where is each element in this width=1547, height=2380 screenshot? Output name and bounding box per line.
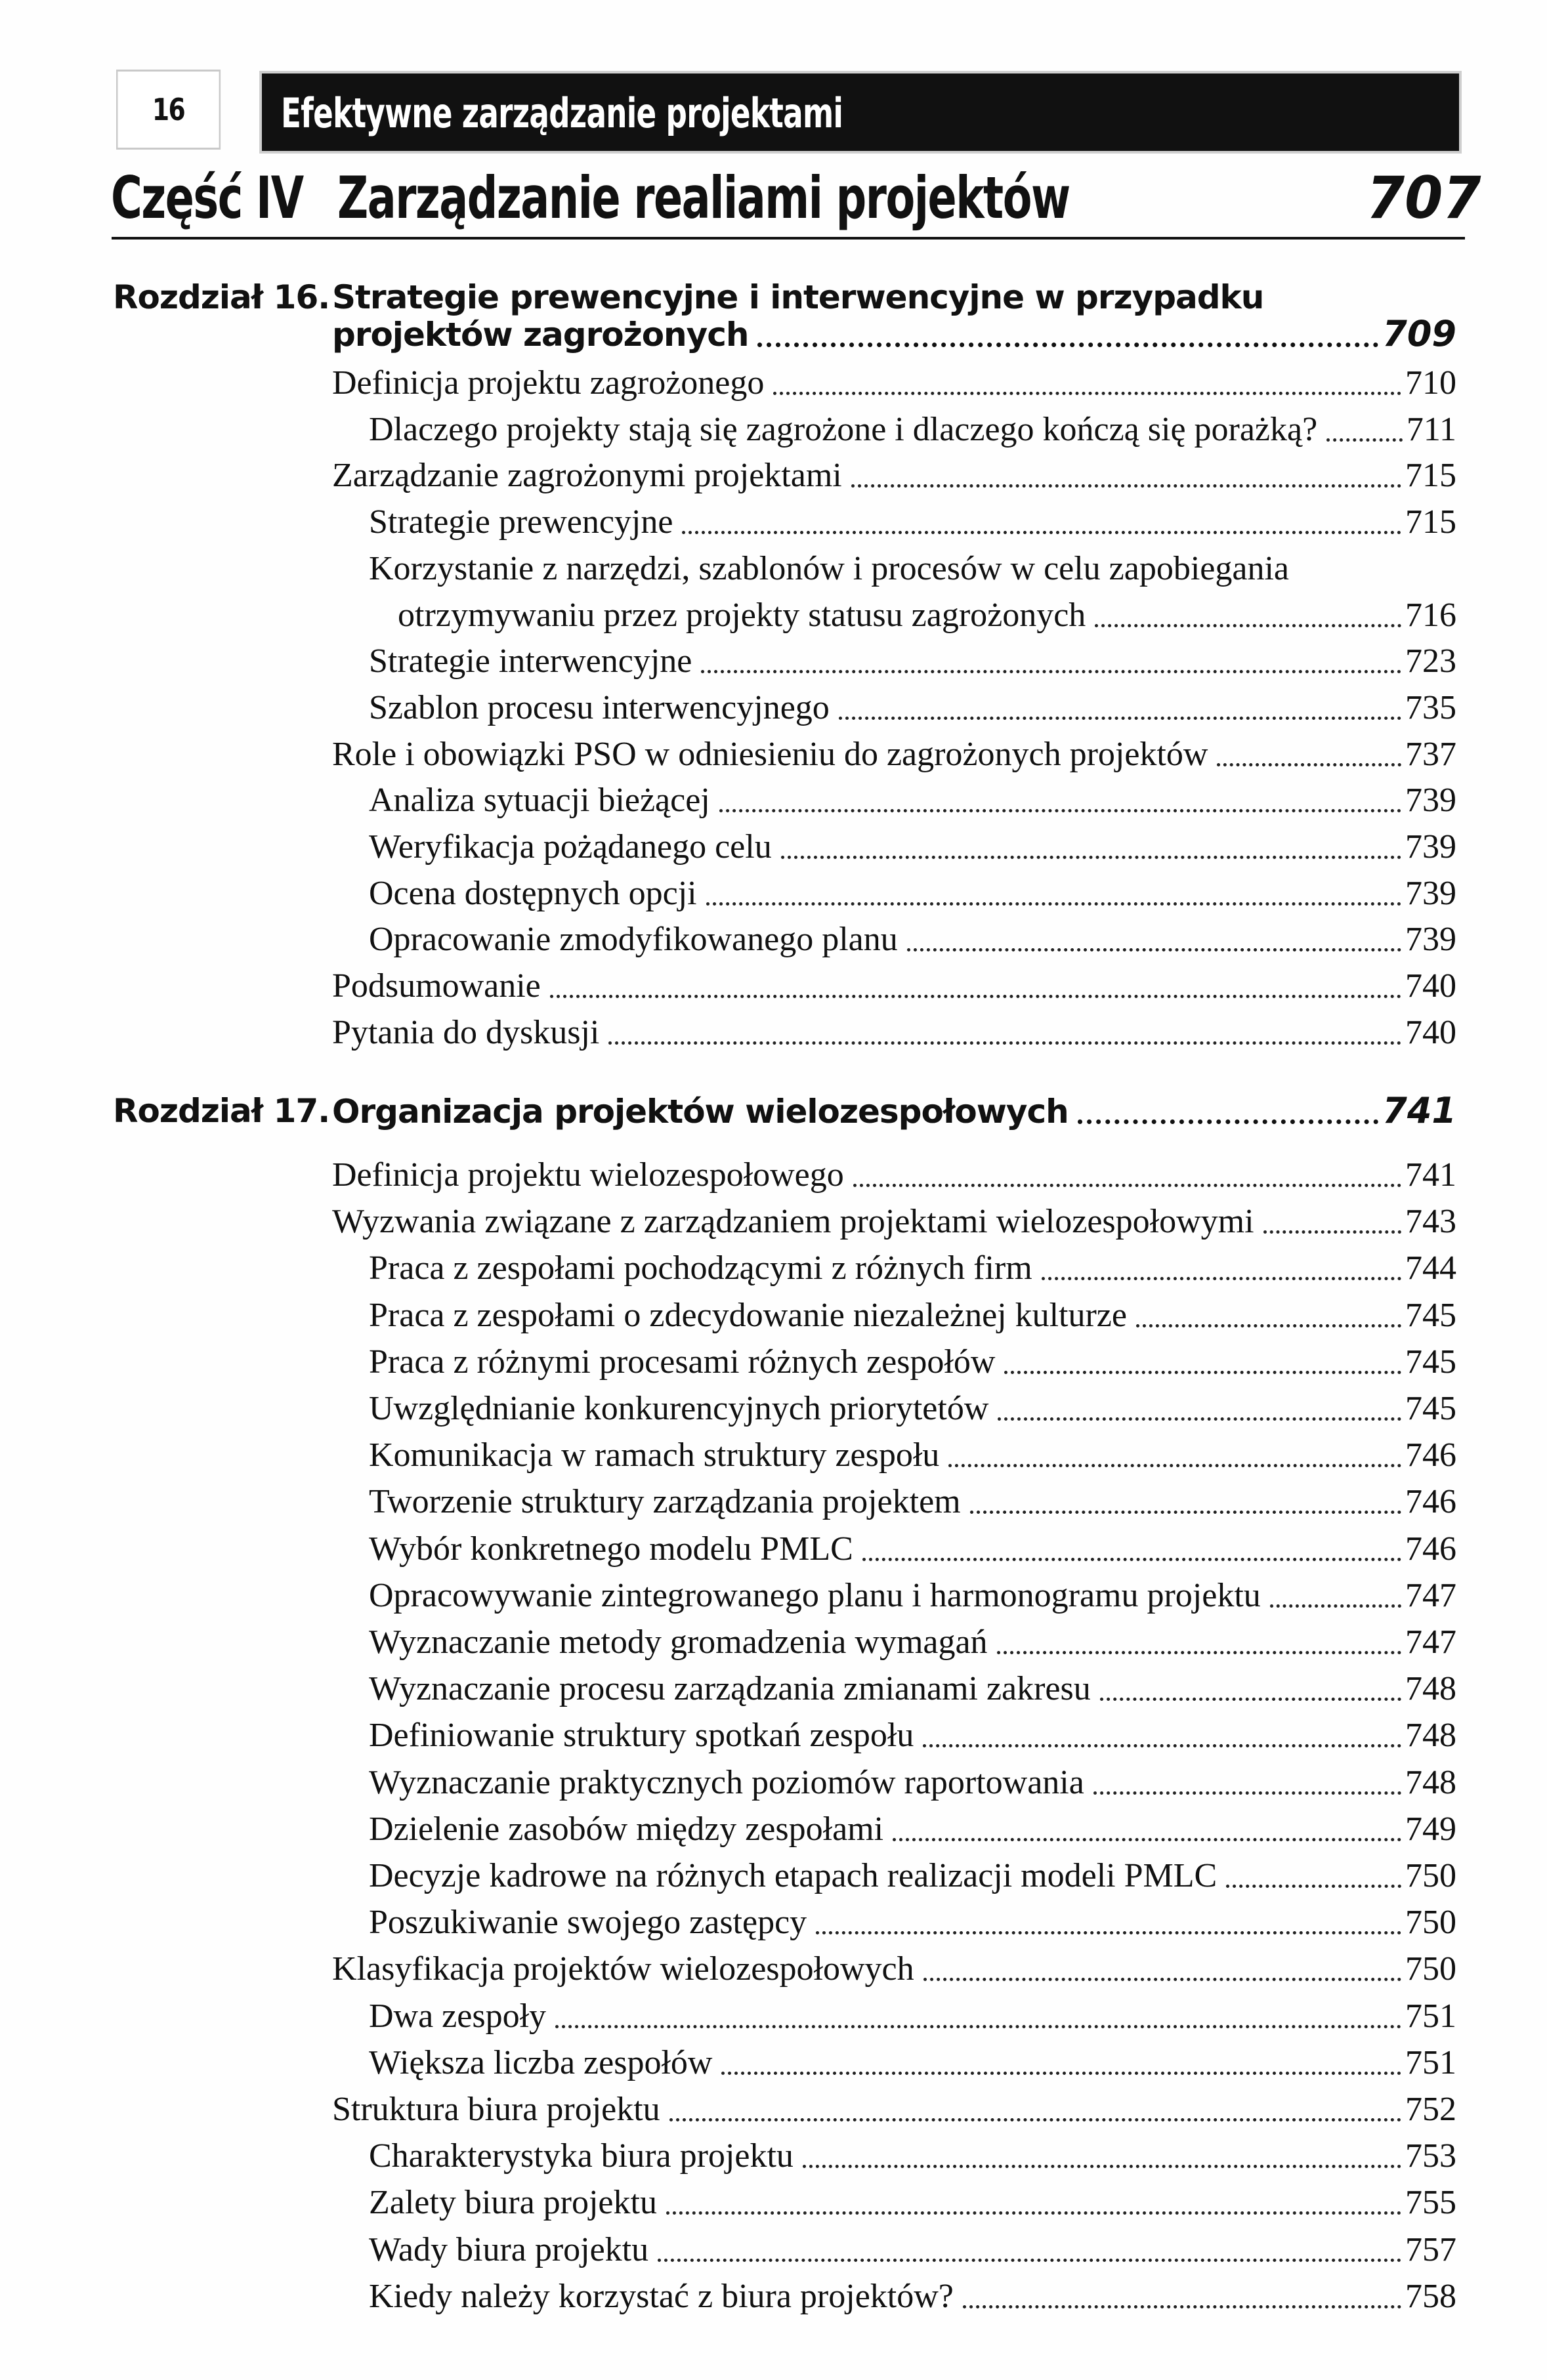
toc-entry[interactable] bbox=[369, 1899, 1456, 1946]
entry-title: Definicja projektu zagrożonego bbox=[332, 364, 765, 402]
dot-leader bbox=[682, 530, 1401, 534]
entry-page-number: 745 bbox=[1405, 1343, 1456, 1381]
entry-page-number: 748 bbox=[1405, 1717, 1456, 1754]
entry-title: Dwa zespoły bbox=[369, 1997, 547, 2035]
dot-leader bbox=[1270, 1604, 1401, 1608]
chapter-title-line: Strategie prewencyjne i interwencyjne w przypadku bbox=[332, 278, 1264, 316]
entry-title: Wyznaczanie procesu zarządzania zmianami zakresu bbox=[369, 1670, 1091, 1707]
entry-title: otrzymywaniu przez projekty statusu zagrożonych bbox=[398, 596, 1086, 634]
toc-entry[interactable] bbox=[369, 684, 1456, 732]
entry-page-number: 748 bbox=[1405, 1764, 1456, 1801]
toc-entry[interactable] bbox=[332, 360, 1456, 407]
entry-page-number: 711 bbox=[1406, 411, 1456, 448]
entry-page-number: 741 bbox=[1382, 1090, 1456, 1131]
dot-leader bbox=[853, 1183, 1401, 1187]
entry-title: Dlaczego projekty stają się zagrożone i dlaczego kończą się porażką? bbox=[369, 411, 1318, 448]
dot-leader bbox=[816, 1931, 1401, 1934]
entry-page-number: 709 bbox=[1382, 313, 1456, 354]
entry-page-number: 750 bbox=[1405, 1857, 1456, 1894]
entry-title: projektów zagrożonych bbox=[332, 316, 749, 354]
chapter-number: Rozdział 17. bbox=[113, 1092, 330, 1130]
entry-title: Poszukiwanie swojego zastępcy bbox=[369, 1904, 807, 1941]
dot-leader bbox=[1095, 623, 1401, 627]
entry-page-number: 746 bbox=[1405, 1530, 1456, 1568]
entry-page-number: 716 bbox=[1405, 596, 1456, 634]
toc-entry[interactable] bbox=[369, 916, 1456, 963]
entry-title: Większa liczba zespołów bbox=[369, 2044, 713, 2081]
entry-title: Opracowywanie zintegrowanego planu i harmonogramu projektu bbox=[369, 1577, 1261, 1614]
entry-title: Analiza sytuacji bieżącej bbox=[369, 782, 710, 819]
toc-entry[interactable] bbox=[369, 1245, 1456, 1292]
dot-leader bbox=[773, 391, 1401, 395]
entry-page-number: 741 bbox=[1405, 1156, 1456, 1194]
toc-entry[interactable] bbox=[369, 1292, 1456, 1339]
entry-page-number: 751 bbox=[1405, 1997, 1456, 2035]
part-title: Zarządzanie realiami projektów bbox=[337, 164, 1070, 232]
toc-entry[interactable] bbox=[369, 1665, 1456, 1713]
toc-entry[interactable] bbox=[369, 2179, 1456, 2226]
toc-entry[interactable] bbox=[332, 1009, 1456, 1056]
toc-entry[interactable] bbox=[369, 1339, 1456, 1386]
entry-page-number: 715 bbox=[1405, 457, 1456, 494]
entry-page-number: 751 bbox=[1405, 2044, 1456, 2081]
running-page-number-text: 16 bbox=[152, 92, 185, 127]
toc-entry[interactable] bbox=[369, 1478, 1456, 1526]
entry-page-number: 723 bbox=[1405, 642, 1456, 680]
dot-leader bbox=[1263, 1230, 1401, 1234]
dot-leader bbox=[658, 2258, 1401, 2262]
dot-leader bbox=[757, 342, 1378, 347]
entry-page-number: 747 bbox=[1405, 1623, 1456, 1661]
entry-title: Zalety biura projektu bbox=[369, 2184, 657, 2221]
entry-title: Opracowanie zmodyfikowanego planu bbox=[369, 921, 898, 958]
toc-entry[interactable] bbox=[369, 1572, 1456, 1619]
running-page-number bbox=[116, 70, 221, 150]
toc-entry[interactable] bbox=[369, 1619, 1456, 1666]
entry-title: Role i obowiązki PSO w odniesieniu do zagrożonych projektów bbox=[332, 736, 1208, 773]
dot-leader bbox=[923, 1977, 1401, 1981]
entry-page-number: 745 bbox=[1405, 1297, 1456, 1334]
dot-leader bbox=[1093, 1791, 1401, 1795]
toc-entry[interactable] bbox=[332, 731, 1456, 778]
entry-page-number: 739 bbox=[1405, 921, 1456, 958]
toc-entry-line: Korzystanie z narzędzi, szablonów i procesów w celu zapobiegania bbox=[369, 550, 1289, 587]
chapter-number: Rozdział 16. bbox=[113, 278, 330, 316]
dot-leader bbox=[862, 1557, 1401, 1561]
entry-title: Komunikacja w ramach struktury zespołu bbox=[369, 1436, 940, 1474]
entry-title: Klasyfikacja projektów wielozespołowych bbox=[332, 1950, 914, 1988]
dot-leader bbox=[608, 1041, 1401, 1045]
toc-entry[interactable] bbox=[369, 1759, 1456, 1806]
entry-page-number: 739 bbox=[1405, 782, 1456, 819]
entry-page-number: 748 bbox=[1405, 1670, 1456, 1707]
dot-leader bbox=[1100, 1697, 1401, 1701]
entry-title: Szablon procesu interwencyjnego bbox=[369, 689, 830, 726]
dot-leader bbox=[1078, 1119, 1379, 1124]
entry-page-number: 710 bbox=[1405, 364, 1456, 402]
entry-page-number: 740 bbox=[1405, 1014, 1456, 1051]
entry-page-number: 749 bbox=[1405, 1810, 1456, 1848]
part-label: Część IV bbox=[111, 164, 303, 232]
entry-title: Ocena dostępnych opcji bbox=[369, 875, 697, 912]
entry-title: Uwzględnianie konkurencyjnych priorytetów bbox=[369, 1390, 989, 1427]
dot-leader bbox=[706, 902, 1401, 906]
dot-leader bbox=[781, 855, 1401, 859]
toc-entry[interactable] bbox=[369, 1852, 1456, 1900]
entry-page-number: 739 bbox=[1405, 828, 1456, 866]
toc-entry[interactable] bbox=[369, 2039, 1456, 2087]
running-book-title: Efektywne zarządzanie projektami bbox=[281, 89, 843, 137]
dot-leader bbox=[1217, 762, 1401, 766]
toc-entry[interactable] bbox=[369, 1993, 1456, 2040]
toc-entry[interactable] bbox=[369, 2273, 1456, 2320]
toc-entry[interactable] bbox=[369, 1526, 1456, 1573]
toc-entry[interactable] bbox=[369, 2226, 1456, 2274]
dot-leader bbox=[1226, 1884, 1401, 1888]
toc-entry[interactable] bbox=[369, 499, 1456, 546]
entry-page-number: 746 bbox=[1405, 1483, 1456, 1520]
entry-title: Wady biura projektu bbox=[369, 2231, 649, 2268]
dot-leader bbox=[721, 2071, 1401, 2075]
entry-title: Pytania do dyskusji bbox=[332, 1014, 600, 1051]
dot-leader bbox=[555, 2024, 1401, 2028]
entry-page-number: 757 bbox=[1405, 2231, 1456, 2268]
entry-title: Struktura biura projektu bbox=[332, 2091, 660, 2128]
toc-entry[interactable] bbox=[369, 777, 1456, 824]
entry-title: Zarządzanie zagrożonymi projektami bbox=[332, 457, 842, 494]
dot-leader bbox=[1136, 1324, 1401, 1327]
entry-title: Podsumowanie bbox=[332, 967, 541, 1005]
entry-title: Definicja projektu wielozespołowego bbox=[332, 1156, 844, 1194]
entry-title: Decyzje kadrowe na różnych etapach realizacji modeli PMLC bbox=[369, 1857, 1218, 1894]
toc-entry[interactable] bbox=[332, 452, 1456, 499]
toc-entry[interactable] bbox=[369, 1806, 1456, 1853]
toc-entry[interactable] bbox=[332, 1198, 1456, 1245]
entry-title: Kiedy należy korzystać z biura projektów? bbox=[369, 2278, 954, 2315]
part-page-number: 707 bbox=[1367, 164, 1481, 232]
toc-entry[interactable] bbox=[332, 963, 1456, 1010]
toc-entry[interactable] bbox=[369, 2133, 1456, 2180]
toc-entry[interactable] bbox=[332, 1152, 1456, 1199]
dot-leader bbox=[1326, 438, 1403, 442]
entry-page-number: 745 bbox=[1405, 1390, 1456, 1427]
toc-entry[interactable] bbox=[398, 592, 1456, 639]
part-heading-rule bbox=[112, 237, 1465, 240]
entry-title: Praca z zespołami pochodzącymi z różnych firm bbox=[369, 1249, 1032, 1287]
entry-title: Tworzenie struktury zarządzania projektem bbox=[369, 1483, 961, 1520]
dot-leader bbox=[923, 1743, 1401, 1747]
entry-page-number: 715 bbox=[1405, 503, 1456, 541]
entry-page-number: 739 bbox=[1405, 875, 1456, 912]
entry-page-number: 750 bbox=[1405, 1904, 1456, 1941]
dot-leader bbox=[948, 1463, 1401, 1467]
entry-title: Dzielenie zasobów między zespołami bbox=[369, 1810, 884, 1848]
dot-leader bbox=[803, 2164, 1401, 2168]
entry-page-number: 752 bbox=[1405, 2091, 1456, 2128]
dot-leader bbox=[893, 1837, 1401, 1841]
entry-page-number: 737 bbox=[1405, 736, 1456, 773]
entry-page-number: 746 bbox=[1405, 1436, 1456, 1474]
entry-page-number: 744 bbox=[1405, 1249, 1456, 1287]
toc-entry[interactable] bbox=[369, 638, 1456, 685]
entry-title: Wybór konkretnego modelu PMLC bbox=[369, 1530, 853, 1568]
entry-title: Wyznaczanie praktycznych poziomów raportowania bbox=[369, 1764, 1084, 1801]
dot-leader bbox=[839, 716, 1401, 720]
entry-page-number: 758 bbox=[1405, 2278, 1456, 2315]
entry-title: Strategie prewencyjne bbox=[369, 503, 673, 541]
dot-leader bbox=[907, 948, 1401, 951]
entry-page-number: 740 bbox=[1405, 967, 1456, 1005]
entry-title: Charakterystyka biura projektu bbox=[369, 2137, 794, 2175]
dot-leader bbox=[719, 808, 1401, 812]
entry-title: Organizacja projektów wielozespołowych bbox=[332, 1093, 1069, 1131]
entry-page-number: 755 bbox=[1405, 2184, 1456, 2221]
dot-leader bbox=[970, 1510, 1401, 1514]
dot-leader bbox=[666, 2211, 1401, 2215]
toc-entry[interactable] bbox=[369, 824, 1456, 871]
toc-entry[interactable] bbox=[369, 406, 1456, 453]
dot-leader bbox=[550, 994, 1401, 998]
entry-title: Praca z zespołami o zdecydowanie niezależnej kulturze bbox=[369, 1297, 1127, 1334]
dot-leader bbox=[997, 1650, 1401, 1654]
toc-entry[interactable] bbox=[332, 2086, 1456, 2133]
dot-leader bbox=[1042, 1276, 1401, 1280]
toc-entry[interactable] bbox=[332, 1946, 1456, 1993]
entry-title: Definiowanie struktury spotkań zespołu bbox=[369, 1717, 914, 1754]
toc-entry[interactable] bbox=[369, 1432, 1456, 1479]
entry-page-number: 735 bbox=[1405, 689, 1456, 726]
entry-page-number: 747 bbox=[1405, 1577, 1456, 1614]
chapter-heading-link[interactable] bbox=[332, 1087, 1456, 1135]
chapter-heading-link[interactable] bbox=[332, 310, 1456, 358]
dot-leader bbox=[963, 2305, 1401, 2308]
entry-title: Strategie interwencyjne bbox=[369, 642, 692, 680]
toc-entry[interactable] bbox=[369, 1385, 1456, 1432]
entry-title: Wyznaczanie metody gromadzenia wymagań bbox=[369, 1623, 988, 1661]
entry-page-number: 743 bbox=[1405, 1203, 1456, 1240]
entry-page-number: 753 bbox=[1405, 2137, 1456, 2175]
entry-title: Praca z różnymi procesami różnych zespołów bbox=[369, 1343, 996, 1381]
dot-leader bbox=[851, 484, 1401, 488]
toc-entry[interactable] bbox=[369, 1712, 1456, 1759]
entry-page-number: 750 bbox=[1405, 1950, 1456, 1988]
dot-leader bbox=[998, 1417, 1401, 1421]
dot-leader bbox=[701, 669, 1401, 673]
entry-title: Wyzwania związane z zarządzaniem projektami wielozespołowymi bbox=[332, 1203, 1254, 1240]
dot-leader bbox=[669, 2118, 1401, 2121]
dot-leader bbox=[1004, 1370, 1401, 1374]
toc-entry[interactable] bbox=[369, 870, 1456, 917]
entry-title: Weryfikacja pożądanego celu bbox=[369, 828, 772, 866]
